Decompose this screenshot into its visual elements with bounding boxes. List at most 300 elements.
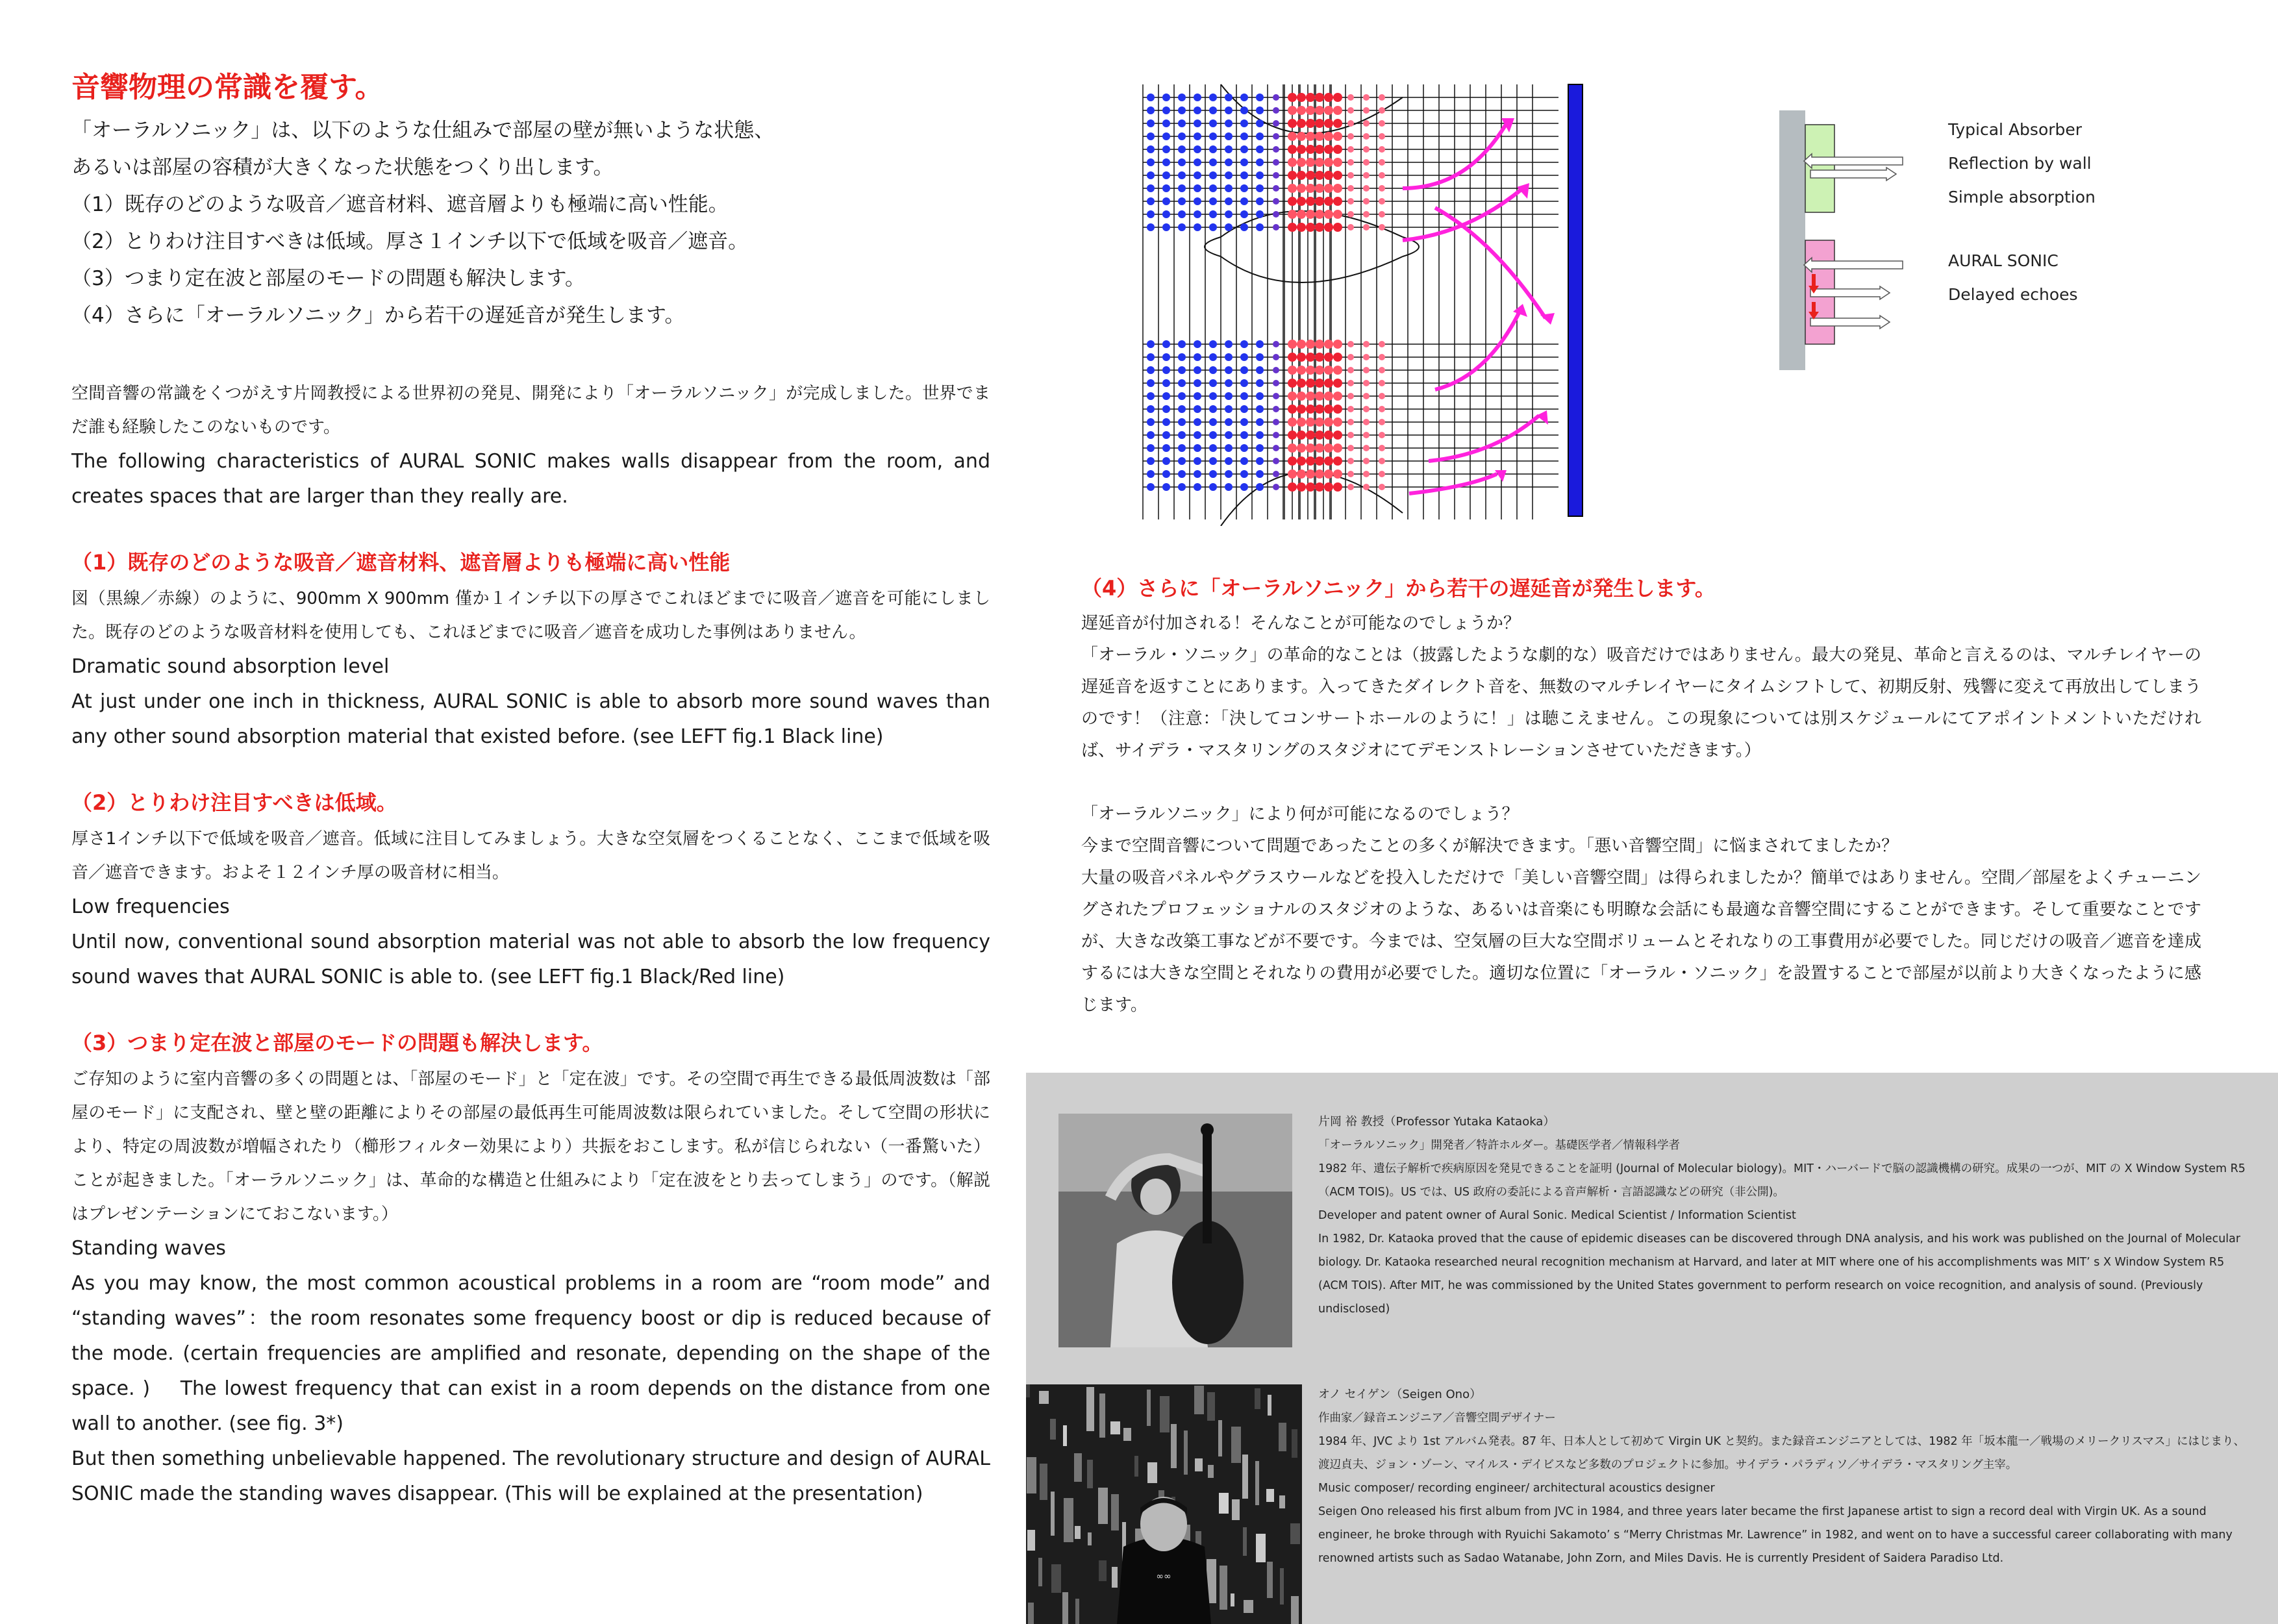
wave-dot — [1225, 132, 1233, 140]
wave-dot — [1178, 405, 1186, 413]
wave-dot — [1162, 392, 1170, 400]
lead-line: （4）さらに「オーラルソニック」から若干の遅延音が発生します。 — [71, 304, 685, 327]
wave-dot — [1288, 197, 1297, 206]
wave-dot — [1315, 223, 1324, 232]
wave-dot — [1273, 458, 1279, 464]
wave-dot — [1273, 146, 1279, 153]
streak — [1147, 1462, 1157, 1483]
wave-dot — [1347, 107, 1354, 114]
wave-dot — [1315, 443, 1324, 453]
wave-dot — [1379, 146, 1385, 153]
wave-dot — [1194, 132, 1201, 140]
wave-dot — [1256, 119, 1264, 127]
streak — [1232, 1499, 1240, 1520]
wave-dot — [1256, 366, 1264, 374]
wave-dot — [1288, 340, 1297, 349]
wave-dot — [1209, 158, 1217, 166]
wave-dot — [1288, 405, 1297, 414]
wave-dot — [1256, 418, 1264, 426]
wave-dot — [1324, 456, 1333, 466]
section-3-en-title: Standing waves — [71, 1237, 226, 1260]
wave-dot — [1297, 418, 1306, 427]
wave-dot — [1324, 340, 1333, 349]
wave-dot — [1162, 444, 1170, 452]
bio-ono-name: オノ セイゲン（Seigen Ono） — [1318, 1388, 1482, 1401]
legend-delayed-echoes: Delayed echoes — [1948, 285, 2078, 304]
wave-dot — [1288, 132, 1297, 141]
wave-dot — [1288, 443, 1297, 453]
streak — [1050, 1419, 1056, 1440]
wave-dot — [1297, 443, 1306, 453]
wave-dot — [1162, 405, 1170, 413]
streak — [1194, 1386, 1204, 1414]
wave-dot — [1273, 354, 1279, 360]
wave-dot — [1209, 132, 1217, 140]
streak — [1064, 1498, 1073, 1542]
wave-dot — [1333, 392, 1342, 401]
streak — [1112, 1567, 1118, 1588]
streak — [1134, 1456, 1138, 1477]
wave-dot — [1147, 431, 1155, 439]
bio-kataoka-role: 「オーラルソニック」開発者／特許ホルダー。基礎医学者／情報科学者 — [1318, 1139, 1681, 1152]
wave-dot — [1273, 120, 1279, 127]
wave-dot — [1273, 211, 1279, 218]
wave-dot — [1306, 353, 1315, 362]
wave-dot — [1306, 443, 1315, 453]
wave-dot — [1240, 158, 1248, 166]
streak — [1087, 1460, 1093, 1488]
wave-dot — [1363, 133, 1370, 140]
wave-dot — [1379, 445, 1385, 451]
wave-dot — [1363, 419, 1370, 425]
section-1 — [71, 545, 990, 755]
wave-dot — [1306, 106, 1315, 115]
wave-dot — [1162, 119, 1170, 127]
section-2-en: Until now, conventional sound absorption material was not able to absorb the low frequency sound waves that AURAL SONIC is able to. (see LEFT fig.1 Black/Red line) — [71, 931, 990, 988]
wave-dot — [1306, 418, 1315, 427]
wave-dot — [1288, 93, 1297, 102]
streak — [1220, 1566, 1227, 1610]
wave-dot — [1379, 198, 1385, 205]
bio-ono-en: Seigen Ono released his first album from JVC in 1984, and three years later became the first Japanese artist to sign a record deal with Virgin UK. As a sound engineer, he broke through with Ryuichi Sakamoto’ s “Merry Christmas Mr. Lawrence” in 1982, and went on to have a successful career collaborating with many renowned artists such as Sadao Watanabe, John Zorn, and Miles Davis. He is currently President of Saidera Paradiso Ltd. — [1318, 1505, 2233, 1565]
section-3-en-1: As you may know, the most common acoustical problems in a room are “room mode” and “standing waves”：the room resonates some frequency boost or dip is reduced because of the mode. (certain frequencies are amplified and resonate, depending on the shape of the space. ) The lowest frequency that can exist in a room depends on the distance from one wall to another. (see fig. 3*) — [71, 1272, 990, 1435]
intro-section — [71, 377, 990, 514]
wave-dot — [1147, 171, 1155, 179]
wave-dot — [1315, 158, 1324, 167]
wave-dot — [1225, 418, 1233, 426]
wave-dot — [1363, 120, 1370, 127]
wave-dot — [1379, 432, 1385, 438]
wave-dot — [1333, 443, 1342, 453]
wave-dot — [1363, 445, 1370, 451]
section-1-heading: （1）既存のどのような吸音／遮音材料、遮音層よりも極端に高い性能 — [71, 550, 731, 575]
streak — [1255, 1461, 1259, 1505]
wave-dot — [1178, 223, 1186, 231]
wave-dot — [1147, 106, 1155, 114]
streak — [1028, 1603, 1034, 1624]
wave-dot — [1288, 469, 1297, 479]
wave-dot — [1315, 119, 1324, 128]
wave-dot — [1379, 224, 1385, 231]
wave-dot — [1225, 223, 1233, 231]
wave-dot — [1256, 405, 1264, 413]
wave-dot — [1297, 340, 1306, 349]
wave-dot — [1256, 353, 1264, 361]
absorber-legend-diagram — [1773, 110, 1909, 370]
wave-dot — [1178, 483, 1186, 491]
intro-en: The following characteristics of AURAL SONIC makes walls disappear from the room, and creates spaces that are larger than they really are. — [71, 450, 990, 508]
wave-dot — [1288, 392, 1297, 401]
wave-dot — [1256, 184, 1264, 192]
wave-dot — [1306, 158, 1315, 167]
wave-dot — [1333, 379, 1342, 388]
wave-dot — [1347, 198, 1354, 205]
wave-dot — [1273, 341, 1279, 347]
wave-dot — [1306, 340, 1315, 349]
section-3-heading: （3）つまり定在波と部屋のモードの問題も解決します。 — [71, 1031, 603, 1055]
wave-dot — [1379, 133, 1385, 140]
wave-grid-diagram — [1130, 71, 1584, 526]
wave-dot — [1379, 419, 1385, 425]
ono-photo — [1026, 1384, 1302, 1624]
wave-dot — [1347, 172, 1354, 179]
wave-dot — [1379, 367, 1385, 373]
streak — [1266, 1489, 1274, 1502]
wave-dot — [1194, 210, 1201, 218]
wave-dot — [1209, 379, 1217, 387]
wave-dot — [1194, 340, 1201, 348]
wave-dot — [1194, 457, 1201, 465]
wave-dot — [1347, 432, 1354, 438]
wall-bar — [1568, 84, 1583, 516]
wave-dot — [1194, 119, 1201, 127]
streak — [1267, 1562, 1273, 1598]
wave-dot — [1240, 94, 1248, 101]
wave-dot — [1256, 106, 1264, 114]
wave-dot — [1194, 418, 1201, 426]
wave-dot — [1273, 133, 1279, 140]
wave-dot — [1240, 171, 1248, 179]
wave-dot — [1225, 470, 1233, 478]
wave-dot — [1147, 353, 1155, 361]
wave-dot — [1147, 223, 1155, 231]
wave-dot — [1315, 145, 1324, 154]
wave-dot — [1209, 119, 1217, 127]
wave-dot — [1324, 158, 1333, 167]
wave-dot — [1178, 197, 1186, 205]
section-4-p3: 今まで空間音響について問題であったことの多くが解決できます。「悪い音響空間」に悩まされてましたか？ — [1081, 836, 1899, 856]
kataoka-photo — [1058, 1114, 1292, 1347]
wave-dot — [1147, 340, 1155, 348]
streak — [1243, 1527, 1247, 1556]
wave-dot — [1147, 184, 1155, 192]
legend-wall — [1779, 110, 1805, 370]
lead-line: あるいは部屋の容積が大きくなった状態をつくり出します。 — [71, 156, 614, 179]
wave-dot — [1256, 457, 1264, 465]
wave-dot — [1306, 145, 1315, 154]
wave-dot — [1147, 379, 1155, 387]
wave-dot — [1225, 171, 1233, 179]
wave-dot — [1194, 171, 1201, 179]
wave-dot — [1256, 145, 1264, 153]
wave-dot — [1333, 93, 1342, 102]
wave-dot — [1273, 432, 1279, 438]
wave-dot — [1347, 458, 1354, 464]
wave-dot — [1363, 341, 1370, 347]
bio-kataoka-name: 片岡 裕 教授（Professor Yutaka Kataoka） — [1318, 1115, 1555, 1129]
wave-dot — [1240, 119, 1248, 127]
streak — [1280, 1568, 1284, 1605]
streak — [1147, 1390, 1151, 1426]
wave-dot — [1209, 171, 1217, 179]
wave-dot — [1347, 354, 1354, 360]
wave-dot — [1315, 210, 1324, 219]
wave-dot — [1347, 471, 1354, 477]
wave-dot — [1273, 94, 1279, 101]
wave-dot — [1225, 483, 1233, 491]
wave-dot — [1288, 431, 1297, 440]
streak — [1040, 1464, 1047, 1500]
streak — [1123, 1428, 1131, 1441]
wave-dot — [1147, 457, 1155, 465]
wave-dot — [1194, 184, 1201, 192]
wave-dot — [1288, 366, 1297, 375]
wave-dot — [1297, 93, 1306, 102]
wave-dot — [1240, 106, 1248, 114]
wave-dot — [1315, 366, 1324, 375]
wave-dot — [1240, 470, 1248, 478]
wave-dot — [1162, 145, 1170, 153]
typical-absorber-block — [1805, 125, 1834, 212]
wave-dot — [1315, 184, 1324, 193]
left-column — [71, 68, 990, 334]
section-4-p1: 遅延音が付加される！そんなことが可能なのでしょうか？ — [1081, 614, 1521, 633]
wave-dot — [1297, 119, 1306, 128]
wave-dot — [1324, 106, 1333, 115]
wave-dot — [1288, 379, 1297, 388]
section-4-p2: 「オーラル・ソニック」の革命的なことは（披露したような劇的な）吸音だけではありません。最大の発見、革命と言えるのは、マルチレイヤーの遅延音を返すことにあります。入ってきたダイレクト音を、無数のマルチレイヤーにタイムシフトして、初期反射、残響に変えて再放出してしまうのです！（注意：「決してコンサートホールのように！」は聴こえません。この現象については別スケジュールにてアポイントメントいただければ、サイデラ・マスタリングのスタジオにてデモンストレーションさせていただきます。） — [1081, 645, 2201, 760]
wave-dot — [1315, 171, 1324, 180]
wave-dot — [1194, 405, 1201, 413]
wave-dot — [1178, 106, 1186, 114]
wave-dot — [1333, 223, 1342, 232]
wave-dot — [1256, 223, 1264, 231]
wave-dot — [1194, 94, 1201, 101]
wave-dot — [1209, 106, 1217, 114]
wave-dot — [1256, 210, 1264, 218]
wave-dot — [1273, 393, 1279, 399]
wave-dot — [1315, 469, 1324, 479]
wave-dot — [1209, 483, 1217, 491]
wave-dot — [1209, 418, 1217, 426]
wave-dot — [1324, 210, 1333, 219]
wave-dot — [1333, 469, 1342, 479]
wave-dot — [1297, 106, 1306, 115]
bio-ono — [1318, 1383, 2253, 1570]
wave-dot — [1256, 483, 1264, 491]
wave-dot — [1178, 210, 1186, 218]
wave-dot — [1288, 119, 1297, 128]
wave-dot — [1306, 405, 1315, 414]
streak — [1110, 1421, 1120, 1434]
section-2-en-title: Low frequencies — [71, 895, 230, 918]
wave-dot — [1147, 119, 1155, 127]
wave-dot — [1315, 340, 1324, 349]
wave-dot — [1147, 197, 1155, 205]
wave-dot — [1178, 392, 1186, 400]
wave-dot — [1209, 405, 1217, 413]
wave-dot — [1273, 107, 1279, 114]
wave-dot — [1379, 406, 1385, 412]
wave-dot — [1297, 353, 1306, 362]
wave-dot — [1162, 418, 1170, 426]
svg-text:∞∞: ∞∞ — [1156, 1571, 1171, 1582]
wave-dot — [1162, 431, 1170, 439]
lead-list — [71, 112, 990, 334]
wave-dot — [1225, 119, 1233, 127]
section-3 — [71, 1026, 990, 1512]
wave-dot — [1162, 483, 1170, 491]
wave-dot — [1363, 367, 1370, 373]
wave-dot — [1379, 341, 1385, 347]
wave-dot — [1256, 132, 1264, 140]
wave-dot — [1315, 418, 1324, 427]
streak — [1038, 1558, 1042, 1586]
wave-dot — [1347, 146, 1354, 153]
wave-dot — [1347, 484, 1354, 490]
legend-typical-absorber: Typical Absorber — [1948, 120, 2083, 139]
wave-dot — [1315, 379, 1324, 388]
wave-dot — [1162, 353, 1170, 361]
bio-kataoka-en-role: Developer and patent owner of Aural Sonic. Medical Scientist / Information Scientist — [1318, 1209, 1796, 1222]
wave-dot — [1306, 184, 1315, 193]
wave-dot — [1324, 197, 1333, 206]
wave-dot — [1333, 431, 1342, 440]
streak — [1026, 1384, 1030, 1397]
wave-dot — [1178, 470, 1186, 478]
wave-dot — [1333, 340, 1342, 349]
wave-dot — [1379, 120, 1385, 127]
wave-dot — [1225, 366, 1233, 374]
wave-dot — [1147, 444, 1155, 452]
wave-dot — [1162, 106, 1170, 114]
wave-dot — [1288, 106, 1297, 115]
lead-line: 「オーラルソニック」は、以下のような仕組みで部屋の壁が無いような状態、 — [71, 119, 775, 142]
right-column — [1081, 571, 2201, 1021]
section-1-jp: 図（黒線／赤線）のように、900mm X 900mm 僅か１インチ以下の厚さでこれほどまでに吸音／遮音を可能にしました。既存のどのような吸音材料を使用しても、これほどまでに吸音／遮音を成功した事例はありません。 — [71, 589, 990, 642]
wave-dot — [1297, 392, 1306, 401]
wave-dot — [1147, 158, 1155, 166]
wave-dot — [1256, 197, 1264, 205]
wave-dot — [1315, 106, 1324, 115]
wave-dot — [1178, 184, 1186, 192]
wave-dot — [1225, 184, 1233, 192]
wave-dot — [1379, 211, 1385, 218]
wave-dot — [1209, 197, 1217, 205]
streak — [1208, 1465, 1214, 1478]
wave-dot — [1324, 392, 1333, 401]
wave-dot — [1209, 470, 1217, 478]
wave-dot — [1209, 184, 1217, 192]
wave-dot — [1324, 443, 1333, 453]
wave-dot — [1297, 431, 1306, 440]
wave-dot — [1363, 380, 1370, 386]
wave-dot — [1209, 444, 1217, 452]
wave-dot — [1379, 172, 1385, 179]
bio-kataoka-en: In 1982, Dr. Kataoka proved that the cause of epidemic diseases can be discovered through DNA analysis, and his work was published on the Journal of Molecular biology. Dr. Kataoka researched neural recognition mechanism at Harvard, and later at MIT where one of his accomplishments was MIT’ s X Window System R5 (ACM TOIS). After MIT, he was commissioned by the United States government to perform research on voice recognition, and analysis of sound. (Previously undisclosed) — [1318, 1232, 2241, 1316]
wave-dot — [1273, 380, 1279, 386]
wave-dot — [1147, 366, 1155, 374]
wave-dot — [1240, 145, 1248, 153]
wave-dot — [1225, 94, 1233, 101]
wave-dot — [1162, 94, 1170, 101]
wave-dot — [1209, 145, 1217, 153]
wave-dot — [1363, 224, 1370, 231]
streak — [1160, 1396, 1170, 1432]
wave-dot — [1225, 210, 1233, 218]
streak — [1218, 1420, 1222, 1456]
wave-dot — [1225, 379, 1233, 387]
wave-dot — [1347, 380, 1354, 386]
wave-dot — [1306, 366, 1315, 375]
wave-dot — [1333, 456, 1342, 466]
wave-dot — [1315, 405, 1324, 414]
streak — [1171, 1424, 1177, 1468]
wave-dot — [1306, 210, 1315, 219]
wave-dot — [1225, 431, 1233, 439]
wave-dot — [1225, 106, 1233, 114]
wave-dot — [1147, 470, 1155, 478]
wave-dot — [1162, 470, 1170, 478]
wave-dot — [1178, 353, 1186, 361]
wave-dot — [1324, 353, 1333, 362]
wave-dot — [1363, 198, 1370, 205]
wave-dot — [1347, 445, 1354, 451]
wave-dot — [1194, 197, 1201, 205]
wave-dot — [1194, 431, 1201, 439]
streak — [1242, 1455, 1248, 1499]
wave-dot — [1240, 483, 1248, 491]
wave-dot — [1225, 457, 1233, 465]
intro-jp: 空間音響の常識をくつがえす片岡教授による世界初の発見、開発により「オーラルソニック」が完成しました。世界でまだ誰も経験したこのないものです。 — [71, 384, 990, 437]
wave-dot — [1288, 353, 1297, 362]
wave-dot — [1297, 197, 1306, 206]
wave-dot — [1240, 340, 1248, 348]
wave-dot — [1315, 482, 1324, 492]
streak — [1195, 1458, 1203, 1471]
wave-dot — [1297, 158, 1306, 167]
wave-dot — [1297, 210, 1306, 219]
wave-dot — [1333, 106, 1342, 115]
wave-dot — [1240, 444, 1248, 452]
streak — [1279, 1423, 1286, 1451]
wave-dot — [1178, 132, 1186, 140]
wave-dot — [1379, 484, 1385, 490]
bio-kataoka — [1318, 1110, 2253, 1321]
wave-dot — [1240, 457, 1248, 465]
wave-dot — [1347, 211, 1354, 218]
wave-dot — [1315, 197, 1324, 206]
wave-dot — [1333, 132, 1342, 141]
wave-dot — [1256, 470, 1264, 478]
wave-dot — [1333, 482, 1342, 492]
wave-dot — [1194, 353, 1201, 361]
wave-dot — [1162, 184, 1170, 192]
wave-dot — [1297, 171, 1306, 180]
wave-dot — [1147, 210, 1155, 218]
wave-dot — [1347, 94, 1354, 101]
wave-dot — [1288, 456, 1297, 466]
